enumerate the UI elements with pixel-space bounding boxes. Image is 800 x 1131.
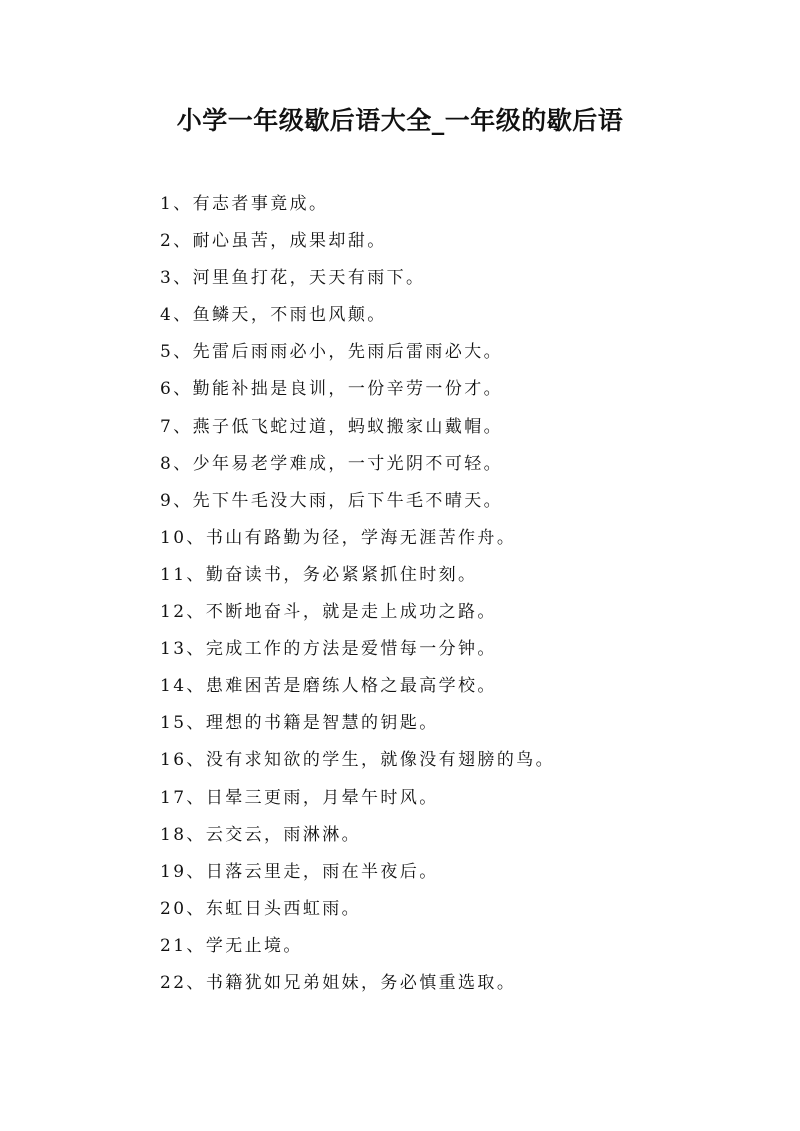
list-item: 22、书籍犹如兄弟姐妹，务必慎重选取。 (160, 972, 517, 993)
list-item: 3、河里鱼打花，天天有雨下。 (160, 268, 426, 289)
list-item: 21、学无止境。 (160, 935, 303, 956)
list-item: 9、先下牛毛没大雨，后下牛毛不晴天。 (160, 490, 504, 511)
list-item: 19、日落云里走，雨在半夜后。 (160, 861, 439, 882)
list-item: 15、理想的书籍是智慧的钥匙。 (160, 713, 439, 734)
document-title: 小学一年级歇后语大全_一年级的歇后语 (176, 106, 624, 135)
list-item: 11、勤奋读书，务必紧紧抓住时刻。 (160, 564, 478, 585)
list-item: 6、勤能补拙是良训，一份辛劳一份才。 (160, 379, 504, 400)
list-item: 8、少年易老学难成，一寸光阴不可轻。 (160, 453, 504, 474)
list-item: 1、有志者事竟成。 (160, 194, 329, 214)
list-item: 10、书山有路勤为径，学海无涯苦作舟。 (160, 527, 517, 548)
list-item: 12、不断地奋斗，就是走上成功之路。 (160, 602, 497, 623)
list-item: 20、东虹日头西虹雨。 (160, 898, 362, 919)
list-item: 5、先雷后雨雨必小，先雨后雷雨必大。 (160, 342, 504, 363)
list-item: 16、没有求知欲的学生，就像没有翅膀的鸟。 (160, 750, 556, 771)
list-item: 14、患难困苦是磨练人格之最高学校。 (160, 676, 497, 697)
list-item: 18、云交云，雨淋淋。 (160, 824, 362, 845)
list-item: 4、鱼鳞天，不雨也风颠。 (160, 305, 387, 326)
list-item: 17、日晕三更雨，月晕午时风。 (160, 787, 439, 808)
list-item: 7、燕子低飞蛇过道，蚂蚁搬家山戴帽。 (160, 416, 504, 437)
list-item: 13、完成工作的方法是爱惜每一分钟。 (160, 639, 497, 660)
proverb-list (160, 186, 760, 1002)
list-item: 2、耐心虽苦，成果却甜。 (160, 231, 387, 252)
